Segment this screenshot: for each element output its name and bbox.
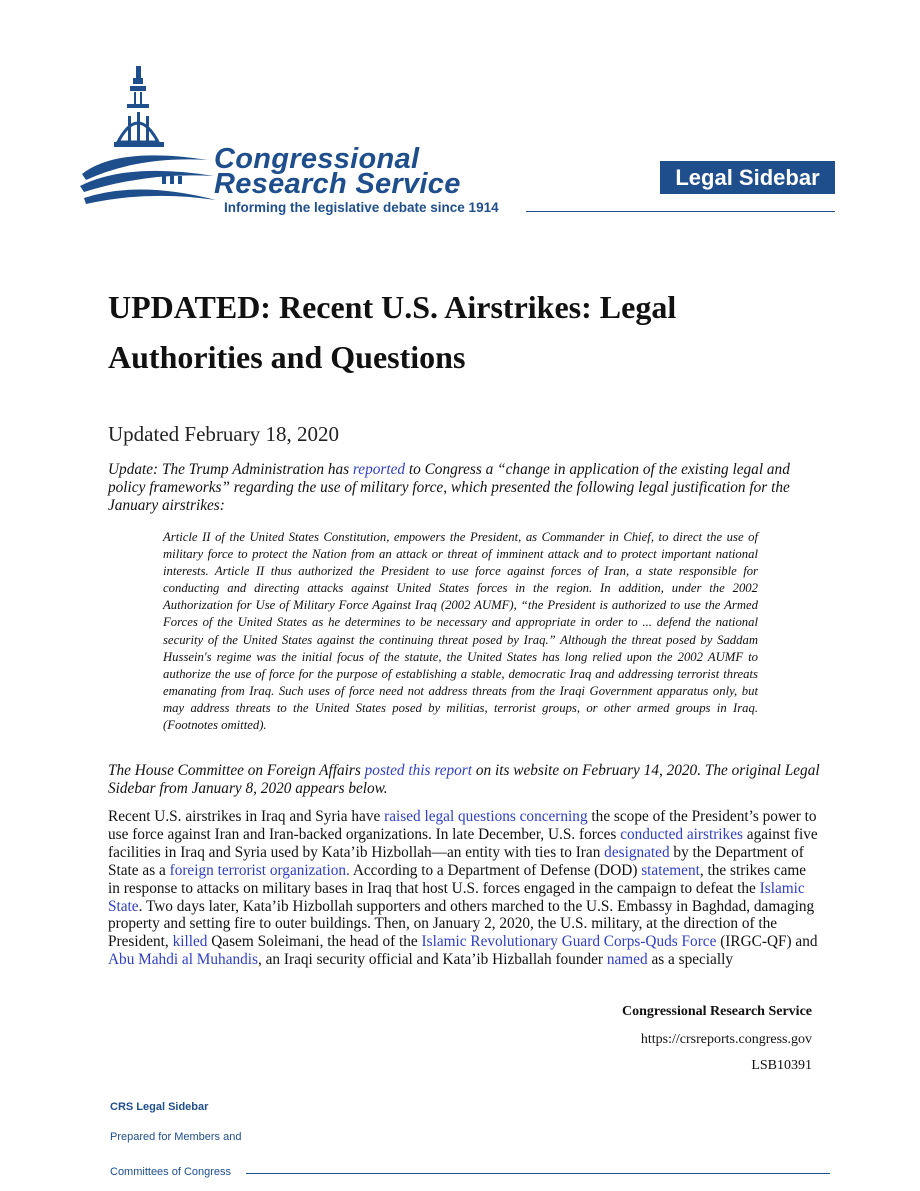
footer-line-3: Committees of Congress [110,1166,232,1178]
org-name-line1: Congressional [214,143,420,175]
body-text: According to a Department of Defense (DOD) [349,861,642,879]
legal-questions-link[interactable]: raised legal questions concerning [384,808,588,825]
body-text: Qasem Soleimani, the head of the [207,933,422,951]
foreign-terrorist-organization-link[interactable]: foreign terrorist organization. [169,861,350,879]
irgc-qf-link[interactable]: Islamic Revolutionary Guard Corps-Quds Force [421,933,717,951]
header-rule [526,211,835,212]
house-note-text: on its website on February 14, 2020. The original Legal Sidebar from January 8, 2020 appears below. [108,762,820,797]
update-note-text: Update: The Trump Administration has [108,461,353,478]
crs-url[interactable]: https://crsreports.congress.gov [640,1032,812,1047]
killed-link[interactable]: killed [172,933,208,951]
conducted-airstrikes-link[interactable]: conducted airstrikes [620,825,743,843]
body-text: . Two days later, Kata’ib Hizbollah supporters and others marched to the U.S. Embassy in Baghdad, damaging property and setting fire to outer buildings. Then, on January 2, 2020, the U.S. military, at the direction of the President, [108,897,815,951]
house-note-text: The House Committee on Foreign Affairs [108,762,365,779]
body-paragraph [108,808,820,969]
report-code: LSB10391 [751,1058,812,1073]
page-title: UPDATED: Recent U.S. Airstrikes: Legal Authorities and Questions [108,289,677,375]
org-name-line2: Research Service [214,168,461,200]
body-text: , an Iraqi security official and Kata’ib Hizballah founder [257,951,607,969]
update-note-text: to Congress a “change in application of the existing legal and policy frameworks” regarding the use of military force, which presented the following legal justification for the January airstrikes: [108,461,790,514]
house-committee-note [108,762,820,798]
body-text: , the strikes came in response to attacks on military bases in Iraq that host U.S. forces engaged in the campaign to defeat the [108,861,807,897]
designated-link[interactable]: designated [604,843,670,861]
legal-sidebar-badge: Legal Sidebar [660,161,835,194]
footer-line-2: Prepared for Members and [110,1131,242,1143]
body-text: against five facilities in Iraq and Syria used by Kata’ib Hizbollah—an entity with ties to Iran [108,825,818,861]
body-text: (IRGC-QF) and [716,933,818,951]
reported-link[interactable]: reported [352,461,406,478]
body-text: Recent U.S. airstrikes in Iraq and Syria have [108,808,385,825]
org-tagline: Informing the legislative debate since 1914 [224,200,499,215]
islamic-state-link[interactable]: Islamic State [108,879,805,915]
crs-org-label: Congressional Research Service [621,1004,812,1019]
updated-date: Updated February 18, 2020 [108,422,339,446]
named-link[interactable]: named [606,951,648,969]
footer-title: CRS Legal Sidebar [110,1101,209,1113]
update-note [108,461,820,514]
block-quote: Article II of the United States Constitution, empowers the President, as Commander in Chief, to direct the use of military force to protect the Nation from an attack or threat of imminent attack and to protect important national interests. Article II thus authorized the President to use force against forces of Iran, a state responsible for conducting and directing attacks against United States forces in the region. In addition, under the 2002 Authorization for Use of Military Force Against Iraq (2002 AUMF), “the President is authorized to use the Armed Forces of the United States as he determines to be necessary and appropriate in order to ... defend the national security of the United States against the continuing threat posed by Iraq.” Although the threat posed by Saddam Hussein's regime was the initial focus of the statute, the United States has long relied upon the 2002 AUMF to authorize the use of force for the purpose of establishing a stable, democratic Iraq and addressing terrorist threats emanating from Iraq. Such uses of force need not address threats from the Iraqi Government apparatus only, but may address threats to the United States posed by militias, terrorist groups, or other armed groups in Iraq. (Footnotes omitted). [163,530,758,733]
body-text: as a specially [647,951,733,969]
posted-report-link[interactable]: posted this report [364,762,473,779]
body-text: by the Department of State as a [108,843,804,879]
abu-mahdi-link[interactable]: Abu Mahdi al Muhandis [108,951,258,969]
capitol-dome-logo [78,64,218,214]
statement-link[interactable]: statement [641,861,700,879]
body-text: the scope of the President’s power to use force against Iran and Iran-backed organizations. In late December, U.S. forces [108,808,817,843]
footer-rule [246,1173,830,1174]
